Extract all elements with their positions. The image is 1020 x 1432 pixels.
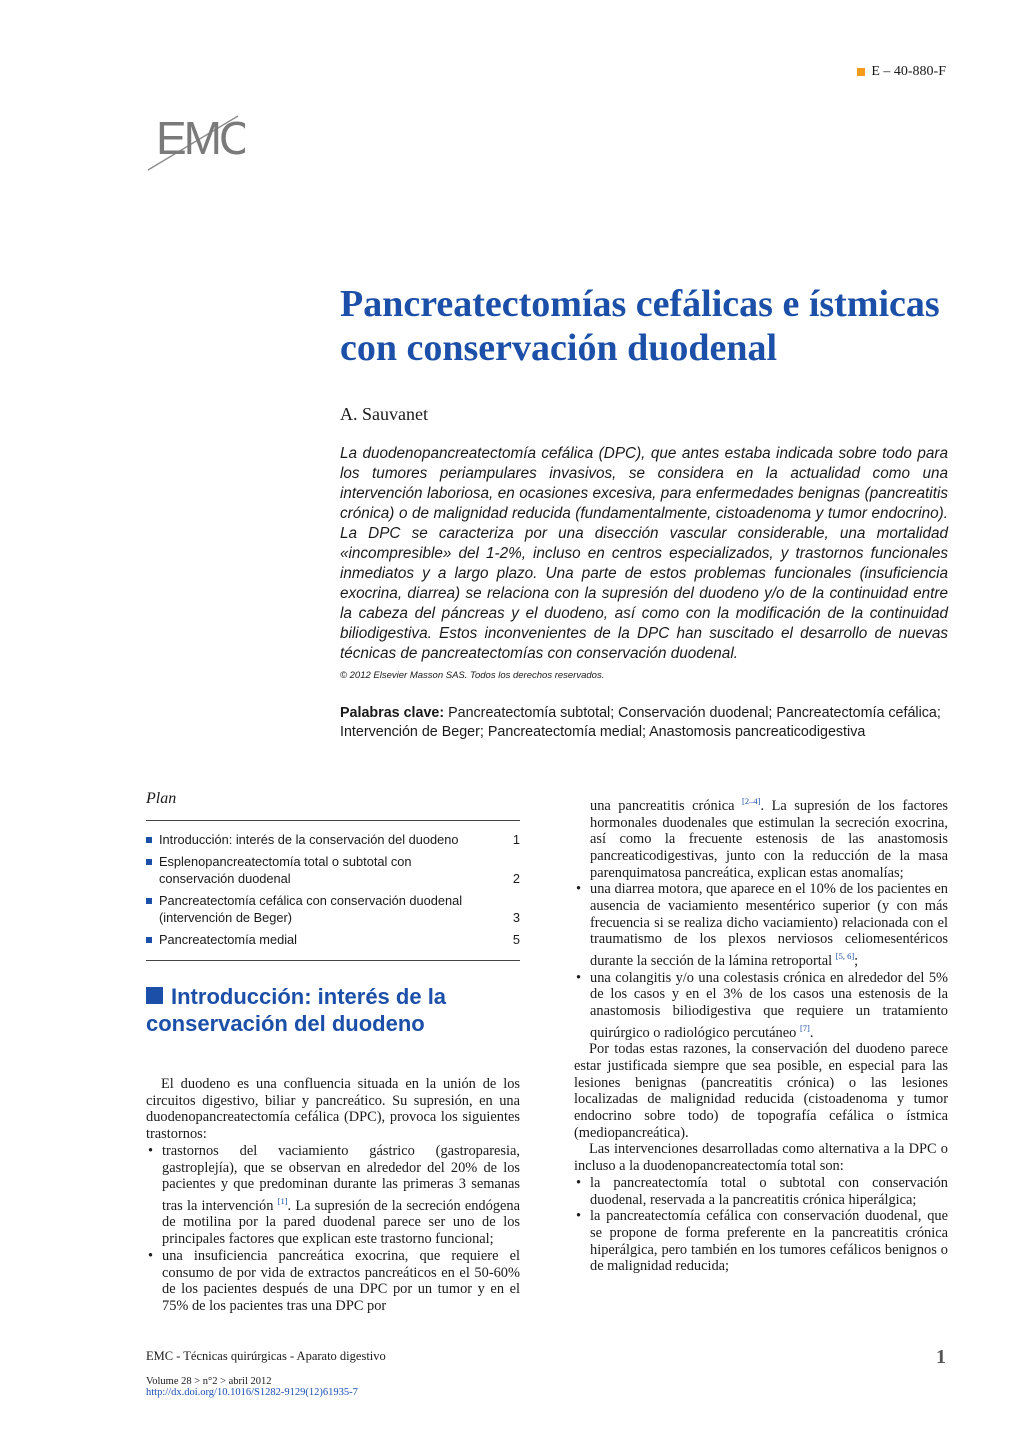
plan-item[interactable]: [146, 931, 520, 949]
article-code: [857, 64, 946, 80]
plan-item-label: Introducción: interés de la conservación del duodeno: [159, 832, 459, 847]
abstract: La duodenopancreatectomía cefálica (DPC), que antes estaba indicada sobre todo para los tumores periampulares invasivos, se considera en la actualidad como una intervención laboriosa, en ocasiones excesiva, para enfermedades benignas (pancreatitis crónica) o de malignidad reducida (fundamentalmente, cistoadenoma y tumor endocrino). La DPC se caracteriza por una disección vascular considerable, una mortalidad «incompresible» del 1-2%, incluso en centros especializados, y trastornos funcionales inmediatos y a largo plazo. Una parte de estos problemas funcionales (insuficiencia exocrina, diarrea) se relaciona con la supresión del duodeno y/o de la continuidad entre la cabeza del páncreas y el duodeno, así como con la modificación de la continuidad biliodigestiva. Estos inconvenientes de la DPC han suscitado el desarrollo de nuevas técnicas de pancreatectomías con conservación duodenal.: [340, 445, 948, 662]
citation-link[interactable]: [7]: [799, 1022, 810, 1033]
footer-volume: Volume 28 > n°2 > abril 2012: [146, 1376, 272, 1387]
plan-item-page: 5: [512, 931, 520, 947]
keywords: [340, 704, 952, 742]
page-number: 1: [936, 1346, 946, 1368]
citation-link[interactable]: [5, 6]: [835, 951, 855, 962]
section-square-icon: [146, 987, 163, 1004]
plan-item-page: 3: [512, 910, 520, 925]
plan-item[interactable]: [146, 892, 520, 927]
orange-square-icon: [857, 68, 865, 76]
disorders-list: [146, 1143, 520, 1315]
body-column-right: [574, 793, 948, 1275]
footer-journal: EMC - Técnicas quirúrgicas - Aparato digestivo: [146, 1349, 386, 1363]
list-item-continuation: una pancreatitis crónica [2–4]. La supresión de los factores hormonales duodenales que estimulan la secreción exocrina, así como la frecuente estenosis de las anastomosis pancreaticodigestivas, junto con la reducción de la masa parenquimatosa pancreática, explican estas anomalías;: [590, 796, 948, 881]
plan-bullet-icon: [146, 898, 152, 904]
article-code-text: E – 40-880-F: [871, 64, 946, 79]
plan-item[interactable]: [146, 831, 520, 849]
plan-item-page: 1: [512, 832, 520, 847]
emc-logo-text: EMC: [156, 112, 245, 164]
plan-title: Plan: [146, 790, 520, 821]
citation-link[interactable]: [2–4]: [742, 796, 761, 806]
plan-bullet-icon: [146, 837, 152, 843]
keywords-label: Palabras clave:: [340, 705, 445, 721]
plan-item[interactable]: [146, 853, 520, 888]
section-heading: [146, 984, 526, 1037]
plan-bullet-icon: [146, 859, 152, 865]
list-item: • una insuficiencia pancreática exocrina, que requiere el consumo de por vida de extractos pancreáticos en el 50-60% de los pacientes después de una DPC por un tumor y en el 75% de los pacientes tras una DPC por: [146, 1248, 520, 1315]
plan-list: [146, 831, 520, 961]
section-heading-text: Introducción: interés de la conservación del duodeno: [146, 984, 447, 1036]
list-item: • una colangitis y/o una colestasis crónica en alrededor del 5% de los casos y en el 3% de los casos una estenosis de la anastomosis biliodigestiva que requiere un tratamiento quirúrgico o radiológico percutáneo [7].: [574, 970, 948, 1042]
plan-item-label: Pancreatectomía medial: [159, 931, 297, 947]
citation-link[interactable]: [1]: [277, 1195, 288, 1206]
plan-box: [146, 790, 520, 961]
page-title: Pancreatectomías cefálicas e ístmicas con conservación duodenal: [340, 283, 940, 369]
plan-item-label: Pancreatectomía cefálica con conservación duodenal (intervención de Beger): [159, 892, 463, 925]
author: A. Sauvanet: [340, 404, 428, 424]
keywords-text: Pancreatectomía subtotal; Conservación duodenal; Pancreatectomía cefálica; Intervención de Beger; Pancreatectomía medial; Anastomosis pancreaticodigestiva: [340, 705, 941, 740]
plan-bullet-icon: [146, 937, 152, 943]
list-item: • trastornos del vaciamiento gástrico (gastroparesia, gastroplejía), que se observan en alrededor del 20% de los pacientes y que predominan durante las primeras 3 semanas tras la intervención [1]. La supresión de la secreción endógena de motilina por la pared duodenal parece ser uno de los principales factores que explican este trastorno funcional;: [146, 1143, 520, 1248]
plan-item-page: 2: [512, 871, 520, 886]
emc-logo-icon: [140, 98, 245, 176]
body-column-left: [146, 1076, 520, 1315]
interventions-list: [574, 1175, 948, 1275]
list-item: • la pancreatectomía total o subtotal con conservación duodenal, reservada a la pancreatitis crónica hiperálgica;: [574, 1175, 948, 1208]
plan-item-label: Esplenopancreatectomía total o subtotal con conservación duodenal: [159, 853, 412, 886]
list-item: • una diarrea motora, que aparece en el 10% de los pacientes en ausencia de vaciamiento mesentérico superior (y con más frecuencia si se realiza dicho vaciamiento) relacionada con el traumatismo de los plexos nerviosos celiomesentéricos durante la sección de la lámina retroportal [5, 6];: [574, 881, 948, 969]
list-item: • la pancreatectomía cefálica con conservación duodenal, que se propone de forma preferente en la pancreatitis crónica hiperálgica, pero también en los tumores cefálicos benignos o de malignidad reducida;: [574, 1208, 948, 1275]
copyright: © 2012 Elsevier Masson SAS. Todos los derechos reservados.: [340, 670, 605, 681]
doi-link[interactable]: http://dx.doi.org/10.1016/S1282-9129(12)61935-7: [146, 1387, 358, 1398]
intro-paragraph: El duodeno es una confluencia situada en la unión de los circuitos digestivo, biliar y pancreático. Su supresión, en una duodenopancreatectomía cefálica (DPC), provoca los siguientes trastornos:: [146, 1076, 520, 1143]
disorders-list-continued: [574, 881, 948, 1041]
paragraph: Por todas estas razones, la conservación del duodeno parece estar justificada siempre que sea posible, en especial para las lesiones benignas (pancreatitis crónica) o las lesiones localizadas de malignidad reducida (cistoadenoma y tumor endocrino sobre todo) de topografía cefálica o ístmica (mediopancreática).: [574, 1041, 948, 1141]
paragraph: Las intervenciones desarrolladas como alternativa a la DPC o incluso a la duodenopancreatectomía total son:: [574, 1141, 948, 1175]
